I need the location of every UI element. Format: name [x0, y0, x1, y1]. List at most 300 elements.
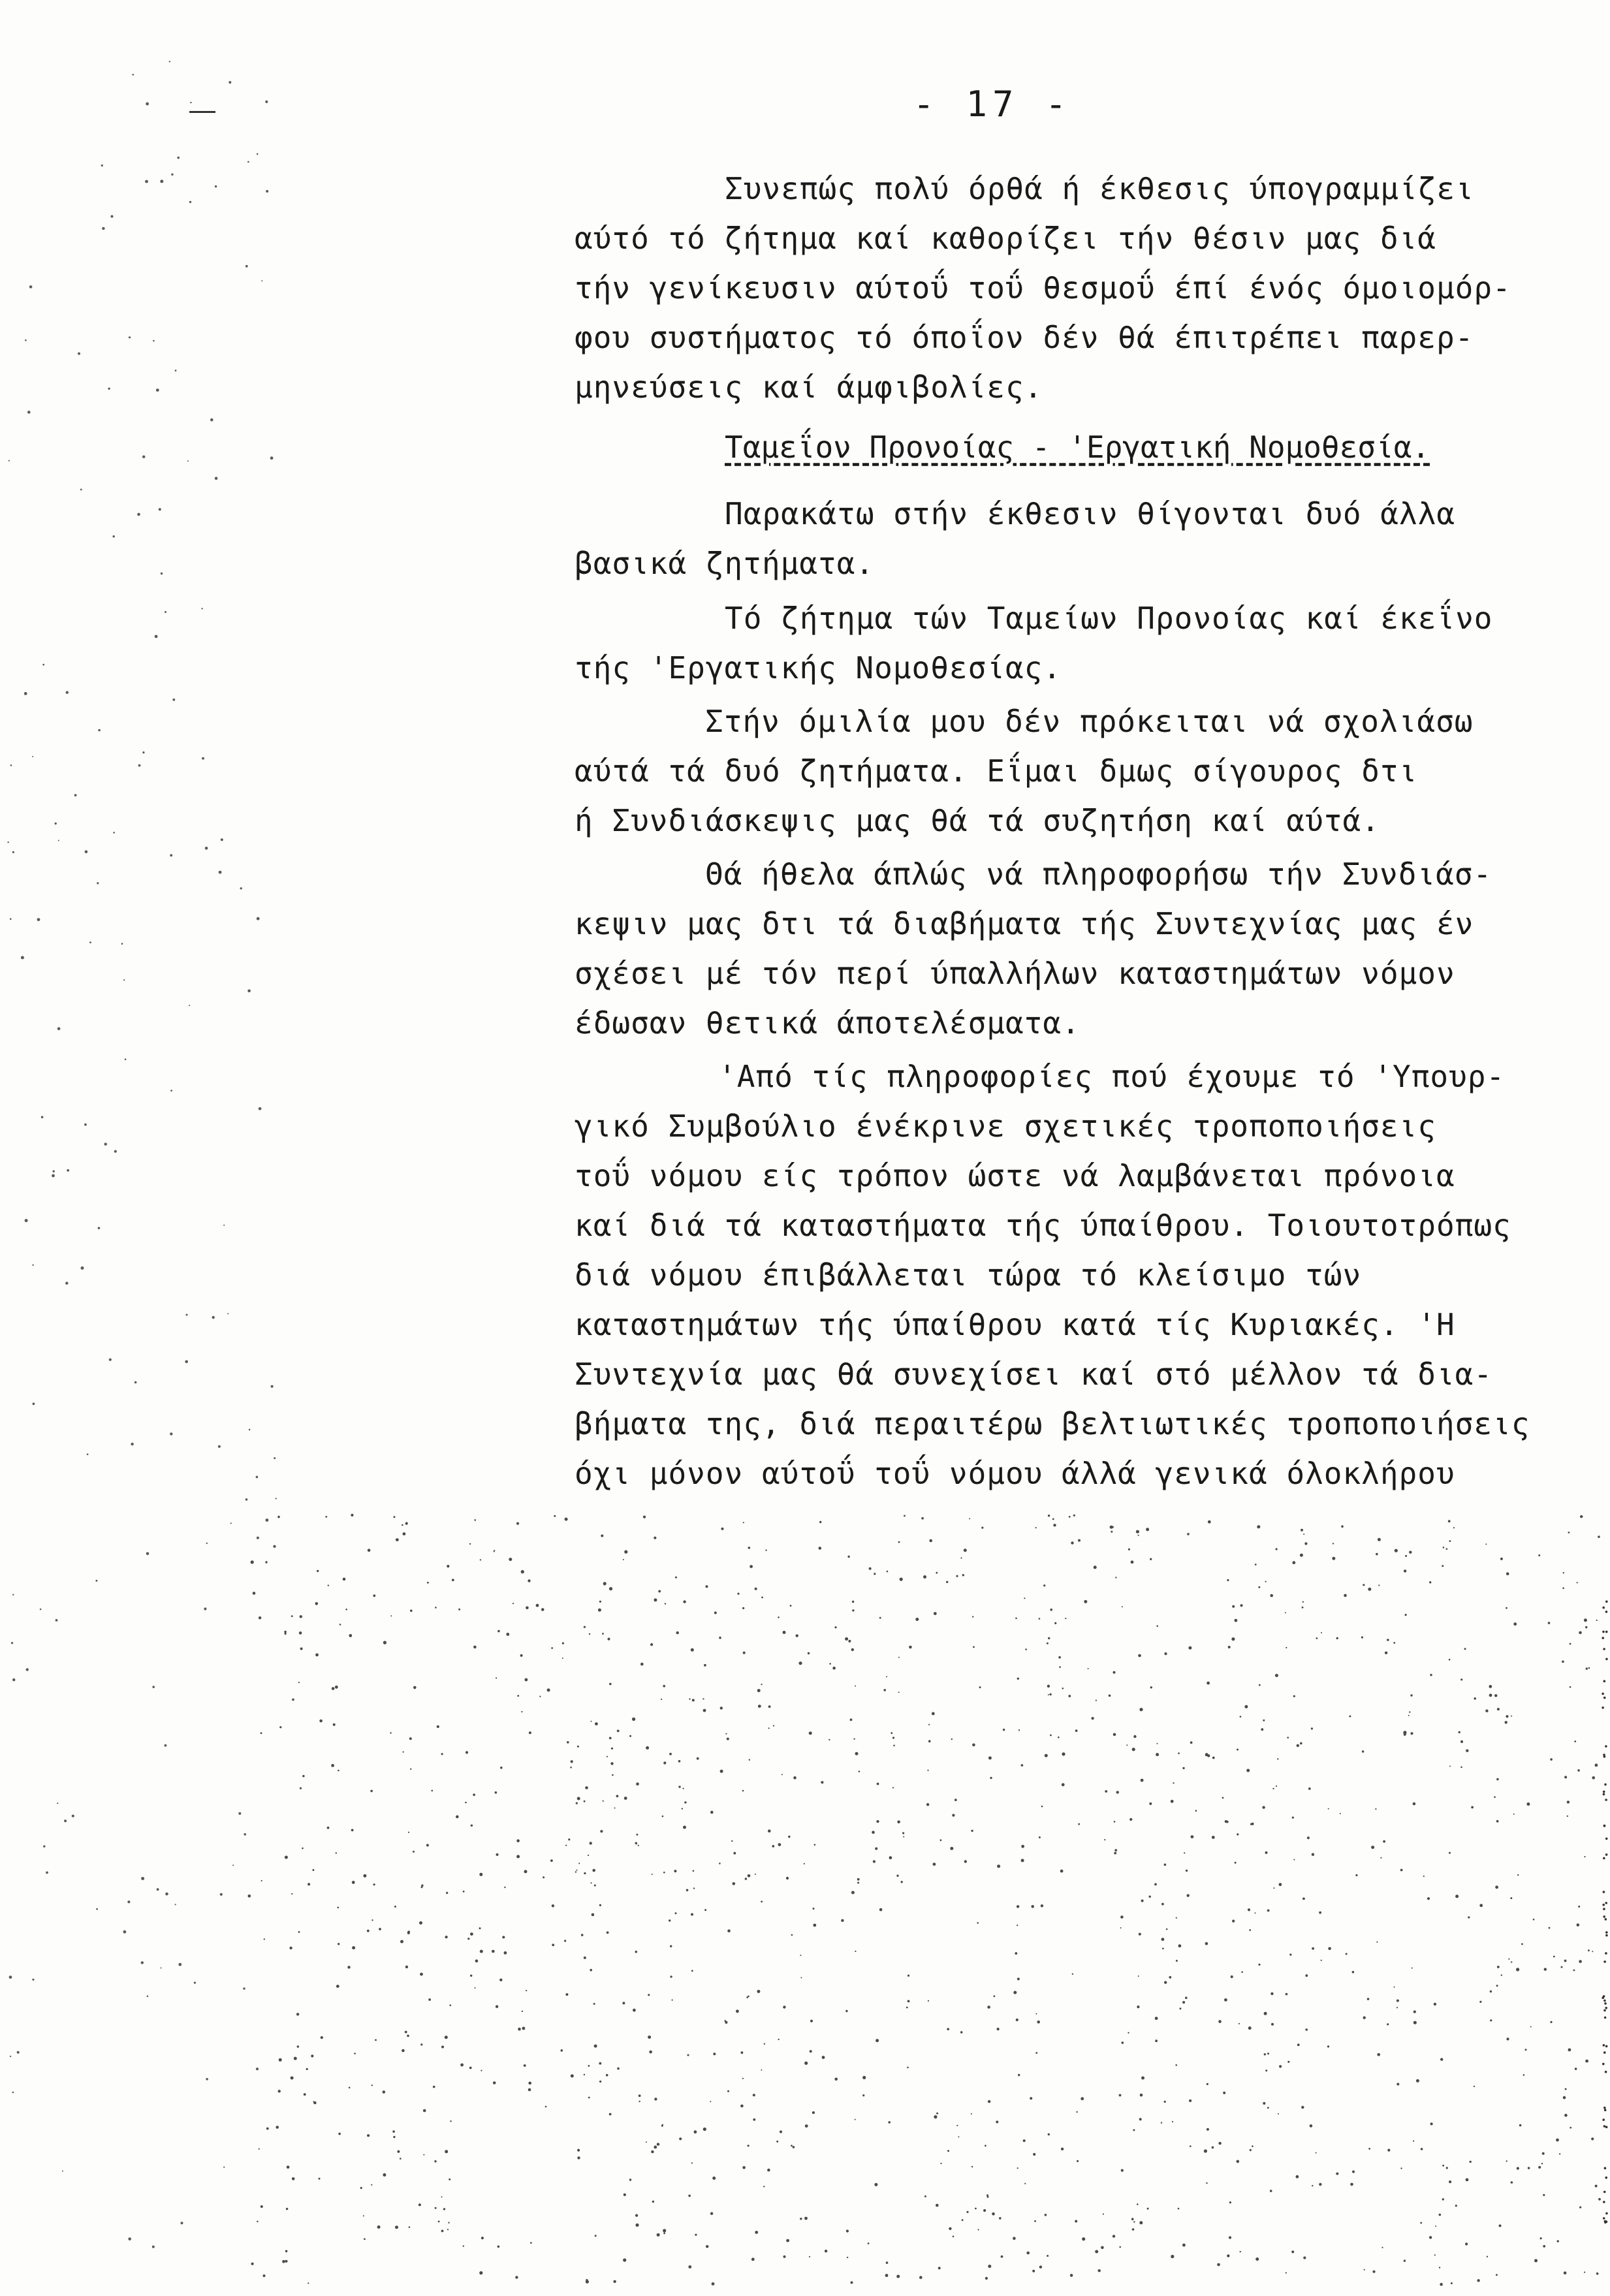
noise-speck [1111, 1531, 1113, 1533]
noise-speck [445, 2036, 448, 2039]
noise-speck [748, 1996, 750, 1998]
noise-speck [1497, 1708, 1500, 1710]
noise-speck [363, 2215, 364, 2216]
noise-speck [383, 2090, 386, 2094]
noise-speck [1362, 1750, 1364, 1752]
noise-speck [325, 1516, 327, 1518]
noise-speck [847, 1556, 849, 1558]
noise-speck [1604, 2109, 1607, 2111]
noise-speck [710, 2212, 713, 2215]
noise-speck [445, 2150, 448, 2153]
noise-speck [637, 1834, 639, 1836]
noise-speck [1513, 1622, 1517, 1626]
noise-speck [1013, 2237, 1016, 2240]
noise-speck [623, 2194, 626, 2196]
noise-speck [1131, 2218, 1134, 2220]
noise-speck [1047, 2255, 1049, 2257]
noise-speck [364, 2238, 366, 2240]
noise-speck [134, 1381, 137, 1384]
noise-speck [846, 2229, 849, 2232]
noise-speck [1255, 1564, 1257, 1565]
noise-speck [932, 1712, 935, 1716]
noise-speck [757, 1689, 761, 1692]
noise-speck [876, 1820, 879, 1823]
noise-speck [590, 1969, 592, 1972]
noise-speck [516, 1522, 519, 1525]
noise-speck [1455, 1895, 1459, 1898]
noise-speck [339, 1624, 341, 1626]
noise-speck [825, 2250, 827, 2252]
noise-speck [1506, 1715, 1508, 1718]
noise-speck [249, 1429, 251, 1431]
noise-speck [1265, 2069, 1267, 2071]
noise-speck [98, 1227, 101, 1229]
noise-speck [1232, 1605, 1235, 1608]
noise-speck [1376, 1553, 1378, 1556]
noise-speck [746, 1996, 748, 1998]
noise-speck [755, 1874, 756, 1875]
noise-speck [1156, 1753, 1159, 1756]
noise-speck [1321, 1960, 1322, 1961]
noise-speck [304, 2093, 306, 2096]
noise-speck [1301, 1529, 1303, 1532]
noise-speck [1110, 1526, 1113, 1529]
noise-speck [1602, 2063, 1605, 2066]
noise-speck [1394, 1987, 1395, 1988]
noise-speck [509, 1558, 512, 1561]
noise-speck [1039, 1618, 1041, 1620]
noise-speck [1496, 2274, 1498, 2276]
noise-speck [893, 1745, 895, 1747]
noise-speck [672, 2000, 673, 2001]
noise-speck [1479, 1904, 1483, 1907]
noise-speck [1603, 1791, 1605, 1793]
noise-speck [639, 2094, 641, 2097]
noise-speck [219, 871, 222, 874]
noise-speck [423, 2154, 424, 2156]
noise-speck [1039, 1836, 1041, 1838]
noise-speck [1549, 1927, 1551, 1929]
noise-speck [1207, 1754, 1210, 1757]
noise-speck [612, 1774, 614, 1776]
noise-speck [855, 1752, 859, 1755]
noise-speck [55, 823, 57, 825]
noise-speck [1116, 1791, 1119, 1793]
noise-speck [595, 1722, 598, 1725]
noise-speck [1579, 2207, 1581, 2209]
noise-speck [1413, 2141, 1414, 2142]
noise-speck [1603, 1755, 1606, 1758]
noise-speck [1387, 2023, 1389, 2025]
noise-speck [405, 1522, 408, 1525]
noise-speck [445, 1936, 448, 1938]
noise-speck [1128, 1549, 1130, 1550]
noise-speck [624, 1550, 627, 1554]
noise-speck [1259, 1684, 1261, 1686]
noise-speck [635, 2214, 638, 2217]
noise-speck [395, 2225, 398, 2229]
noise-speck [113, 832, 115, 834]
noise-speck [1575, 2068, 1577, 2070]
noise-speck [1605, 1631, 1608, 1633]
noise-speck [622, 2002, 625, 2004]
noise-speck [1449, 1540, 1451, 1542]
noise-speck [1479, 2001, 1481, 2003]
noise-speck [289, 1947, 292, 1949]
noise-speck [733, 1852, 736, 1855]
noise-speck [1016, 2019, 1018, 2021]
noise-speck [253, 1592, 256, 1595]
noise-speck [1605, 1658, 1608, 1661]
noise-speck [21, 956, 24, 959]
noise-speck [1557, 2240, 1559, 2242]
noise-speck [1500, 1558, 1503, 1560]
noise-speck [1577, 1582, 1578, 1583]
noise-speck [1429, 1581, 1431, 1583]
section-heading: Ταμεΐον Προνοίας - 'Εργατική Νομοθεσία. [725, 430, 1430, 465]
noise-speck [688, 2265, 691, 2269]
noise-speck [1017, 1925, 1018, 1926]
noise-speck [1113, 1733, 1116, 1737]
text-line: Παρακάτω στήν έκθεσιν θίγονται δυό άλλα [725, 496, 1456, 531]
noise-speck [1586, 1667, 1588, 1669]
noise-speck [276, 2126, 279, 2129]
noise-speck [1439, 2214, 1442, 2216]
noise-speck [1530, 2026, 1532, 2028]
noise-speck [772, 1845, 774, 1848]
noise-speck [1340, 1813, 1341, 1814]
noise-speck [497, 2246, 500, 2248]
noise-speck [879, 1617, 881, 1619]
noise-speck [1336, 1637, 1338, 1639]
noise-speck [1297, 2043, 1300, 2046]
noise-speck [1096, 1700, 1097, 1701]
noise-speck [1489, 1685, 1492, 1688]
noise-speck [593, 2003, 595, 2005]
noise-speck [796, 1634, 798, 1637]
noise-speck [1185, 1997, 1188, 2000]
noise-speck [1319, 1911, 1321, 1914]
noise-speck [1240, 2251, 1241, 2252]
noise-speck [1543, 2245, 1545, 2248]
noise-speck [609, 1683, 612, 1686]
noise-speck [1182, 2001, 1185, 2004]
noise-speck [1511, 2181, 1513, 2184]
noise-speck [1021, 1764, 1024, 1767]
noise-speck [152, 2246, 155, 2248]
noise-speck [720, 1770, 723, 1773]
noise-speck [1229, 2236, 1231, 2239]
noise-speck [343, 1578, 346, 1581]
noise-speck [256, 2068, 259, 2070]
noise-speck [888, 2121, 891, 2124]
noise-speck [1024, 2183, 1026, 2184]
noise-speck [809, 1731, 812, 1735]
noise-speck [934, 1612, 937, 1615]
noise-speck [1171, 1800, 1174, 1803]
noise-speck [1262, 1806, 1265, 1808]
noise-speck [562, 1658, 563, 1659]
noise-speck [623, 2258, 626, 2261]
noise-speck [855, 1686, 856, 1687]
noise-speck [394, 1906, 396, 1908]
noise-speck [1184, 1852, 1185, 1853]
noise-speck [603, 1584, 605, 1585]
noise-speck [1156, 1626, 1158, 1628]
noise-speck [921, 1517, 924, 1520]
noise-speck [1327, 2045, 1329, 2047]
noise-speck [42, 664, 44, 666]
noise-speck [492, 1950, 495, 1953]
noise-speck [691, 1970, 693, 1972]
noise-speck [609, 1737, 612, 1740]
noise-speck [1257, 1525, 1260, 1528]
noise-speck [814, 1844, 816, 1846]
noise-speck [10, 2056, 11, 2057]
noise-speck [1114, 1849, 1117, 1851]
noise-speck [338, 2133, 341, 2135]
noise-speck [1605, 1952, 1607, 1955]
noise-speck [783, 2256, 786, 2258]
noise-speck [1319, 2183, 1321, 2186]
noise-speck [367, 1930, 370, 1932]
noise-speck [640, 1663, 644, 1666]
noise-speck [853, 1738, 855, 1740]
noise-speck [1191, 1835, 1194, 1838]
noise-speck [598, 1609, 601, 1612]
noise-speck [1075, 2220, 1077, 2223]
noise-speck [1603, 2051, 1606, 2054]
noise-speck [841, 1919, 844, 1922]
noise-speck [678, 1760, 681, 1763]
noise-speck [819, 1521, 821, 1523]
noise-speck [1155, 2017, 1158, 2020]
noise-speck [1494, 1796, 1496, 1798]
noise-speck [1510, 1897, 1512, 1899]
noise-speck [285, 1856, 288, 1859]
noise-speck [403, 1752, 404, 1753]
noise-speck [832, 1667, 836, 1670]
noise-speck [420, 2043, 422, 2045]
noise-speck [1602, 1607, 1605, 1609]
noise-speck [610, 1762, 613, 1765]
noise-speck [419, 1921, 422, 1925]
noise-speck [375, 2039, 377, 2041]
noise-speck [706, 1585, 708, 1588]
noise-speck [1505, 1721, 1507, 1723]
noise-speck [1264, 2012, 1267, 2015]
noise-speck [9, 1975, 12, 1979]
noise-speck [1409, 1711, 1410, 1712]
noise-speck [804, 2062, 808, 2065]
noise-speck [1499, 2224, 1502, 2227]
noise-speck [983, 2209, 986, 2212]
noise-speck [1449, 2180, 1451, 2183]
noise-speck [635, 2224, 639, 2227]
noise-speck [1239, 2023, 1240, 2024]
noise-speck [1397, 2007, 1398, 2008]
noise-speck [177, 157, 180, 159]
noise-speck [676, 1631, 679, 1634]
noise-speck [813, 1924, 816, 1927]
noise-speck [800, 2218, 802, 2220]
noise-speck [1541, 2163, 1543, 2164]
noise-speck [513, 1603, 514, 1604]
noise-speck [808, 1652, 810, 1654]
noise-speck [1114, 1821, 1116, 1823]
noise-speck [755, 2231, 758, 2234]
noise-speck [265, 1561, 267, 1563]
noise-speck [1603, 1697, 1606, 1699]
noise-speck [1468, 1916, 1470, 1918]
noise-speck [706, 2245, 708, 2248]
noise-speck [1344, 1594, 1347, 1597]
noise-speck [1119, 2094, 1122, 2097]
noise-speck [1084, 1600, 1087, 1603]
noise-speck [1496, 1985, 1498, 1987]
noise-speck [1276, 1548, 1278, 1550]
noise-speck [742, 2166, 746, 2169]
noise-speck [675, 1912, 677, 1914]
noise-speck [577, 1746, 579, 1748]
noise-speck [165, 611, 166, 613]
noise-speck [1094, 1565, 1097, 1569]
noise-speck [1195, 1810, 1197, 1812]
noise-speck [1035, 2052, 1037, 2054]
noise-speck [1563, 1572, 1564, 1573]
noise-speck [1047, 1685, 1050, 1688]
noise-speck [1141, 1900, 1144, 1902]
noise-speck [997, 2028, 1000, 2030]
noise-speck [1078, 1823, 1080, 1825]
noise-speck [452, 1579, 454, 1581]
noise-speck [805, 2124, 808, 2128]
noise-speck [302, 1848, 304, 1849]
noise-speck [810, 2050, 812, 2052]
noise-speck [737, 1593, 739, 1595]
noise-speck [670, 1945, 672, 1947]
noise-speck [1494, 1694, 1497, 1697]
noise-speck [1050, 1609, 1052, 1611]
noise-speck [678, 1785, 680, 1787]
noise-speck [1442, 2165, 1444, 2167]
noise-speck [294, 2057, 297, 2060]
noise-speck [1376, 1942, 1378, 1943]
noise-speck [475, 1987, 476, 1989]
noise-speck [1459, 1731, 1460, 1733]
noise-speck [1285, 1612, 1286, 1613]
noise-speck [371, 1919, 373, 1921]
noise-speck [761, 1597, 763, 1599]
noise-speck [165, 1744, 167, 1747]
noise-speck [1065, 1618, 1066, 1619]
noise-speck [768, 1705, 771, 1708]
noise-speck [1017, 1977, 1020, 1980]
noise-speck [1602, 1904, 1605, 1906]
noise-speck [1568, 1532, 1570, 1533]
noise-speck [663, 2229, 666, 2232]
noise-speck [623, 1559, 624, 1560]
noise-speck [763, 2186, 765, 2187]
noise-speck [1292, 1817, 1294, 1819]
noise-speck [1605, 2071, 1607, 2073]
noise-speck [1082, 2237, 1085, 2241]
noise-speck [1312, 1947, 1314, 1950]
noise-speck [934, 2115, 937, 2118]
noise-speck [408, 1832, 409, 1833]
noise-speck [603, 1801, 604, 1802]
noise-speck [663, 1685, 665, 1688]
noise-speck [1138, 1975, 1139, 1977]
noise-speck [710, 1811, 714, 1814]
noise-speck [946, 1581, 948, 1583]
noise-speck [302, 1775, 304, 1777]
noise-speck [683, 1788, 684, 1789]
noise-speck [1227, 2254, 1229, 2257]
noise-speck [773, 1725, 774, 1726]
noise-speck [1222, 1797, 1224, 1799]
noise-speck [266, 1518, 269, 1522]
noise-speck [1235, 1862, 1237, 1864]
noise-speck [1371, 1846, 1374, 1849]
noise-speck [480, 1559, 481, 1560]
noise-speck [1352, 2171, 1355, 2173]
noise-speck [561, 2049, 563, 2052]
noise-speck [178, 1963, 182, 1966]
noise-speck [321, 2036, 323, 2039]
noise-speck [761, 1684, 762, 1685]
noise-speck [1189, 2099, 1192, 2102]
noise-speck [434, 2160, 436, 2162]
noise-speck [40, 1609, 42, 1611]
noise-speck [1098, 2269, 1101, 2272]
noise-speck [1595, 1764, 1598, 1767]
noise-speck [1430, 1674, 1432, 1676]
noise-speck [852, 1609, 854, 1611]
text-line: Συνεπώς πολύ όρθά ή έκθεσις ύπογραμμίζει [725, 171, 1474, 206]
noise-speck [1052, 1518, 1054, 1520]
noise-speck [691, 1648, 694, 1652]
text-line: έδωσαν θετικά άποτελέσματα. [575, 1005, 1081, 1041]
noise-speck [964, 1860, 967, 1863]
noise-speck [1232, 1920, 1235, 1923]
noise-speck [315, 1602, 319, 1605]
noise-speck [354, 2052, 356, 2054]
noise-speck [1207, 2128, 1209, 2131]
noise-speck [1212, 2147, 1214, 2149]
noise-speck [463, 1891, 465, 1893]
noise-speck [1603, 2217, 1605, 2220]
noise-speck [232, 1864, 234, 1866]
noise-speck [285, 2260, 288, 2263]
text-line: καί διά τά καταστήματα τής ύπαίθρου. Τοιουτοτρόπως [575, 1208, 1511, 1243]
noise-speck [1421, 2148, 1423, 2150]
noise-speck [1474, 2086, 1475, 2087]
noise-speck [1460, 1767, 1462, 1769]
noise-speck [129, 336, 131, 338]
noise-speck [403, 1532, 406, 1535]
noise-speck [599, 1904, 601, 1906]
noise-speck [1141, 1779, 1144, 1782]
noise-speck [955, 1799, 957, 1801]
noise-speck [1578, 1906, 1580, 1908]
noise-speck [1292, 1561, 1295, 1564]
noise-speck [137, 513, 140, 516]
noise-speck [1604, 2017, 1607, 2019]
noise-speck [524, 1870, 528, 1873]
noise-speck [1400, 2167, 1402, 2169]
noise-speck [270, 456, 274, 460]
